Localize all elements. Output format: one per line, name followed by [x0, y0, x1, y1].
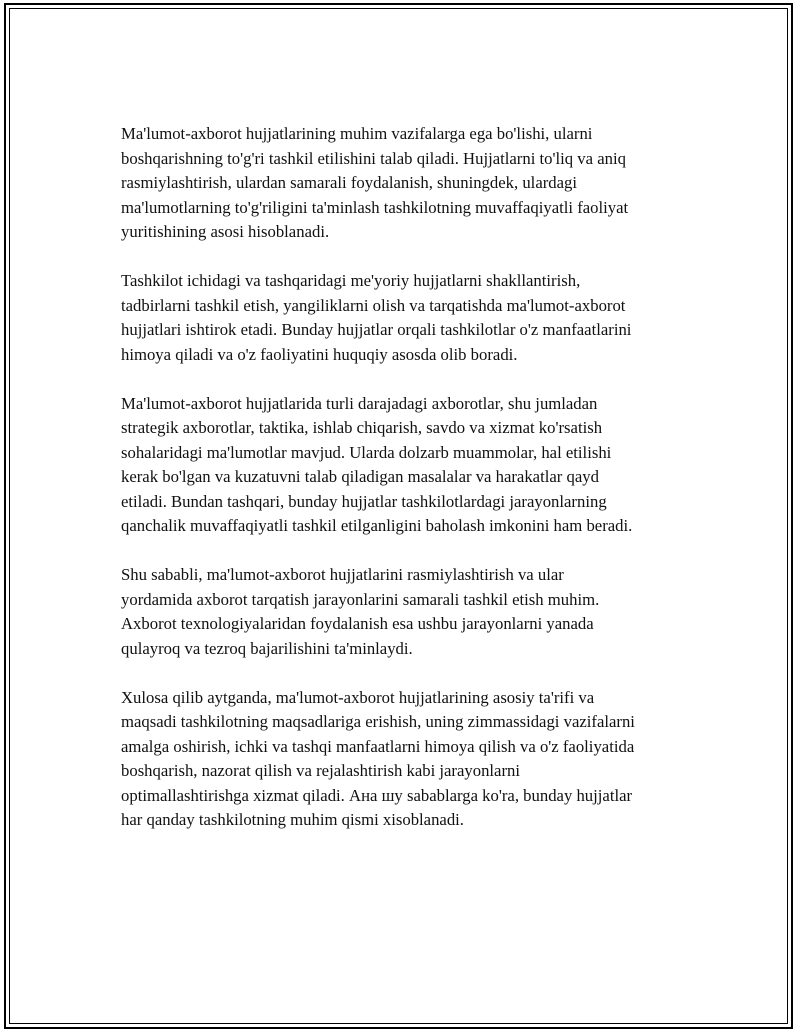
- text-line: Axborot texnologiyalaridan foydalanish esa ushbu jarayonlarni yanada: [121, 614, 594, 633]
- text-line: qulayroq va tezroq bajarilishini ta'minlaydi.: [121, 638, 413, 658]
- text-line: himoya qiladi va o'z faoliyatini huquqiy asosda olib boradi.: [121, 344, 518, 364]
- text-line: ma'lumotlarning to'g'riligini ta'minlash tashkilotning muvaffaqiyatli faoliyat: [121, 197, 629, 217]
- text-line: tadbirlarni tashkil etish, yangiliklarni olish va tarqatishda ma'lumot-axborot: [121, 295, 626, 315]
- text-line: yuritishining asosi hisoblanadi.: [121, 222, 330, 241]
- text-line: rasmiylashtirish, ulardan samarali foydalanish, shuningdek, ulardagi: [121, 173, 578, 192]
- text-line: Ma'lumot-axborot hujjatlarining muhim vazifalarga ega bo'lishi, ularni: [121, 124, 593, 143]
- text-line: sohalaridagi ma'lumotlar mavjud. Ularda dolzarb muammolar, hal etilishi: [121, 442, 612, 462]
- text-line: Tashkilot ichidagi va tashqaridagi me'yoriy hujjatlarni shakllantirish,: [121, 271, 581, 290]
- text-line: qanchalik muvaffaqiyatli tashkil etilganligini baholash imkonini ham beradi.: [121, 516, 633, 535]
- text-line: yordamida axborot tarqatish jarayonlarini samarali tashkil etish muhim.: [121, 589, 600, 609]
- text-line: hujjatlari ishtirok etadi. Bunday hujjatlar orqali tashkilotlar o'z manfaatlarini: [121, 320, 632, 339]
- text-line: boshqarish, nazorat qilish va rejalashtirish kabi jarayonlarni: [121, 761, 520, 780]
- text-line: maqsadi tashkilotning maqsadlariga erishish, uning zimmassidagi vazifalarni: [121, 712, 635, 731]
- paragraph-3: [121, 392, 696, 539]
- text-line: har qanday tashkilotning muhim qismi xisoblanadi.: [121, 810, 464, 829]
- paragraph-4: [121, 563, 696, 661]
- text-line: boshqarishning to'g'ri tashkil etilishini talab qiladi. Hujjatlarni to'liq va aniq: [121, 148, 626, 168]
- text-line: etiladi. Bundan tashqari, bunday hujjatlar tashkilotlardagi jarayonlarning: [121, 491, 607, 511]
- text-line: Ma'lumot-axborot hujjatlarida turli darajadagi axborotlar, shu jumladan: [121, 393, 598, 413]
- paragraph-2: [121, 269, 696, 367]
- text-line: amalga oshirish, ichki va tashqi manfaatlarni himoya qilish va o'z faoliyatida: [121, 736, 635, 756]
- text-line: strategik axborotlar, taktika, ishlab chiqarish, savdo va xizmat ko'rsatish: [121, 418, 603, 437]
- text-line: Shu sababli, ma'lumot-axborot hujjatlarini rasmiylashtirish va ular: [121, 565, 564, 584]
- text-line: optimallashtirishga xizmat qiladi. Ана шу sabablarga ko'ra, bunday hujjatlar: [121, 785, 633, 805]
- text-line: kerak bo'lgan va kuzatuvni talab qiladigan masalalar va harakatlar qayd: [121, 467, 599, 486]
- text-line: Xulosa qilib aytganda, ma'lumot-axborot hujjatlarining asosiy ta'rifi va: [121, 687, 595, 707]
- paragraph-1: [121, 122, 696, 245]
- document-body: [121, 122, 696, 833]
- paragraph-5: [121, 686, 696, 833]
- document-page: [4, 3, 793, 1029]
